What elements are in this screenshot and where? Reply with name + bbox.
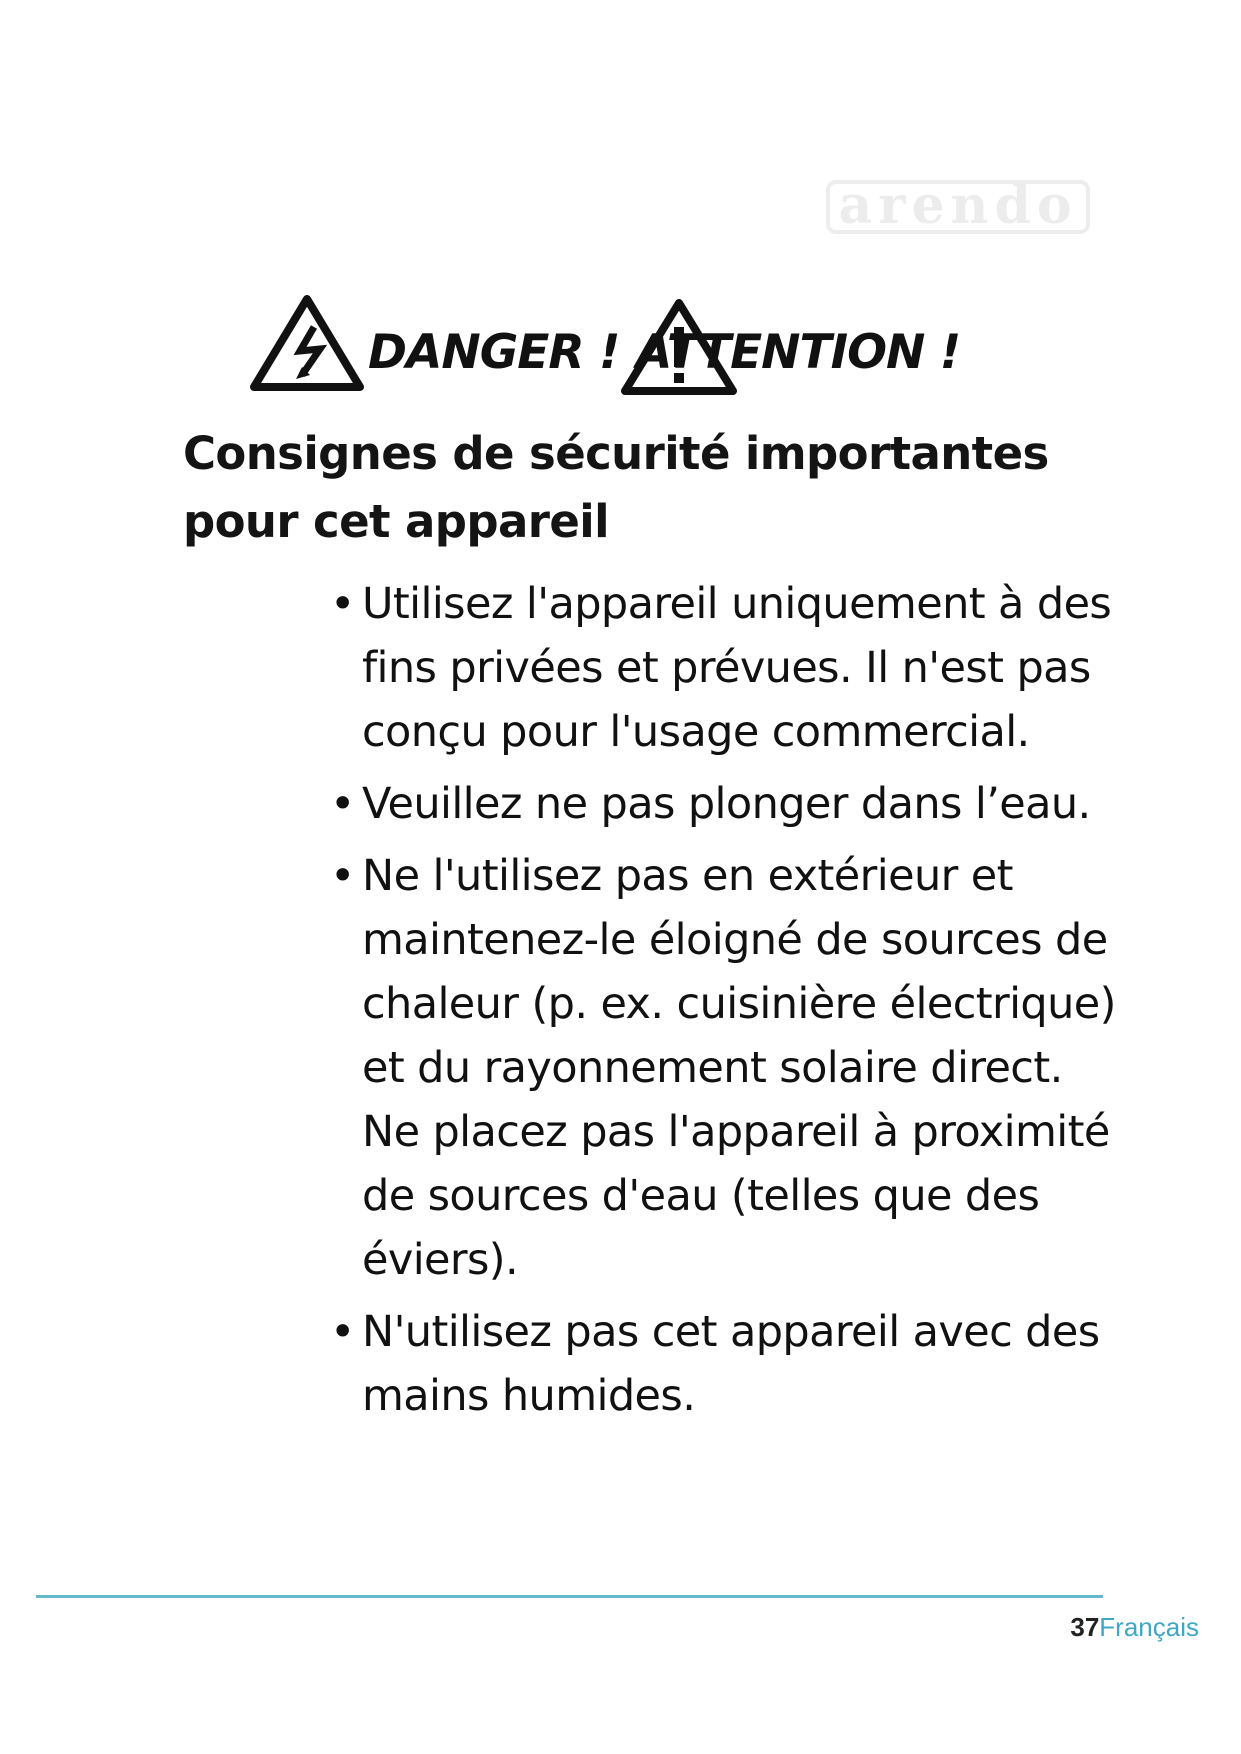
page-number: 37	[1070, 1612, 1100, 1642]
footer-divider	[36, 1595, 1103, 1598]
brand-logo-text: arendo	[838, 175, 1078, 236]
bullet-icon: •	[330, 779, 355, 829]
warning-banner	[250, 293, 1050, 403]
bullet-icon: •	[330, 579, 355, 629]
list-item	[330, 572, 1120, 764]
language-label: Français	[1099, 1612, 1199, 1642]
attention-label: ATTENTION !	[636, 325, 961, 380]
list-item-text: Ne l'utilisez pas en extérieur et maintenez-le éloigné de sources de chaleur (p. ex. cuisinière électrique) et du rayonnement solaire direct. Ne placez pas l'appareil à proximité de sources d'eau (telles que des éviers).	[362, 851, 1116, 1285]
danger-label: DANGER !	[368, 325, 620, 380]
page-footer	[1070, 1612, 1199, 1643]
list-item	[330, 1300, 1120, 1428]
safety-heading: Consignes de sécurité importantes pour cet appareil	[183, 427, 1049, 548]
list-item	[330, 844, 1120, 1292]
brand-logo	[826, 175, 1090, 236]
list-item	[330, 772, 1120, 836]
electric-hazard-icon	[250, 293, 365, 393]
safety-instructions-list	[330, 572, 1120, 1436]
bullet-icon: •	[330, 1307, 355, 1357]
list-item-text: N'utilisez pas cet appareil avec des mains humides.	[362, 1307, 1100, 1421]
bullet-icon: •	[330, 851, 355, 901]
list-item-text: Utilisez l'appareil uniquement à des fins privées et prévues. Il n'est pas conçu pour l'usage commercial.	[362, 579, 1112, 757]
list-item-text: Veuillez ne pas plonger dans l’eau.	[362, 779, 1091, 829]
